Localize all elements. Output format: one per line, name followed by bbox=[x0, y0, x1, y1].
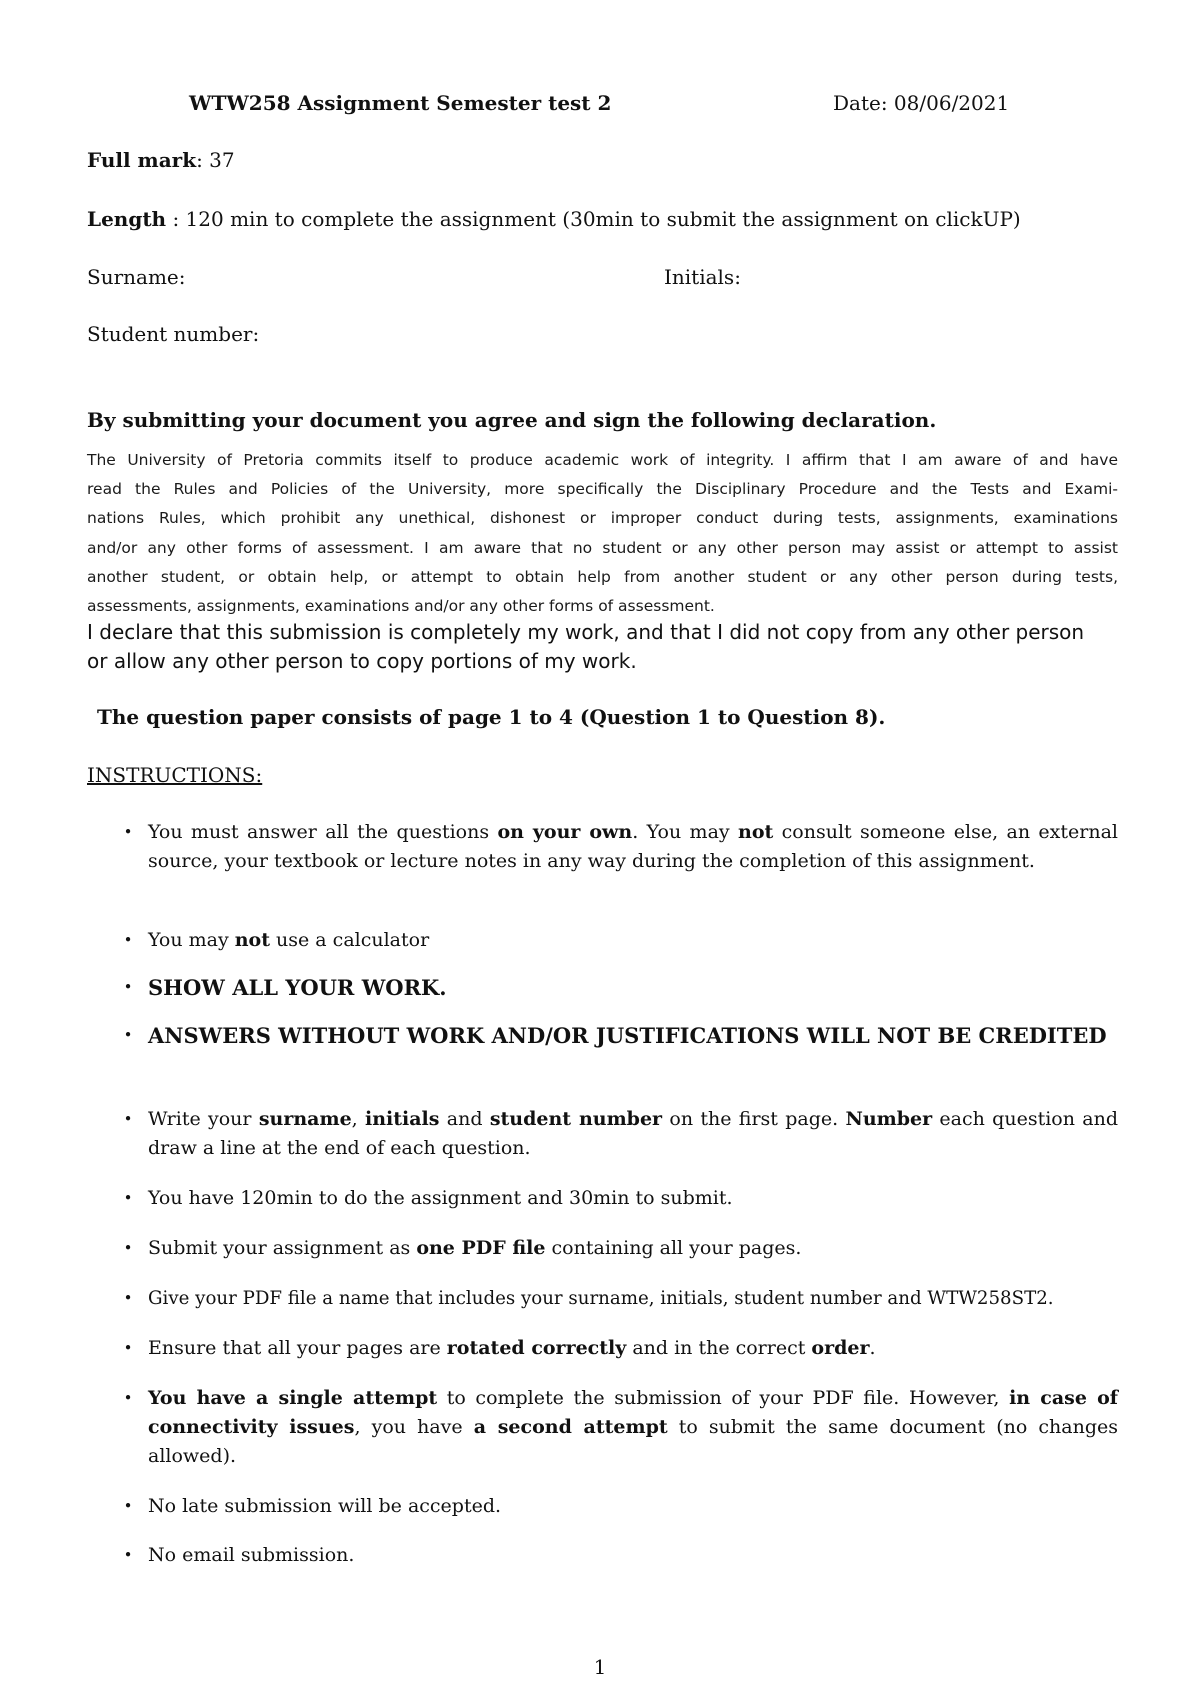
instruction-text: Give your PDF file a name that includes your surname, initials, student number and WTW258ST2. bbox=[148, 1288, 1054, 1309]
surname-label: Surname: bbox=[87, 265, 186, 289]
declaration-statement-line: or allow any other person to copy portions of my work. bbox=[87, 649, 637, 673]
length-value: : 120 min to complete the assignment (30min to submit the assignment on clickUP) bbox=[166, 207, 1021, 231]
declaration-line: nations Rules, which prohibit any unethical, dishonest or improper conduct during tests, assignments, examinations bbox=[87, 509, 1118, 528]
declaration-line: assessments, assignments, examinations and/or any other forms of assessment. bbox=[87, 597, 715, 616]
instruction-text: No late submission will be accepted. bbox=[148, 1495, 502, 1517]
instruction-text: SHOW ALL YOUR WORK. bbox=[148, 975, 447, 1000]
instruction-text: Write your surname, initials and student number on the first page. Number each question and draw a line at the end of each question. bbox=[148, 1108, 1118, 1159]
declaration-line: The University of Pretoria commits itself to produce academic work of integrity. I affirm that I am aware of and have bbox=[87, 451, 1118, 469]
list-item bbox=[120, 1234, 1118, 1263]
declaration-statement-line: I declare that this submission is completely my work, and that I did not copy from any other person bbox=[87, 620, 1085, 644]
bullet-icon: • bbox=[123, 1339, 133, 1357]
declaration-statement bbox=[87, 618, 1118, 676]
length bbox=[87, 205, 1021, 233]
instruction-text: Ensure that all your pages are rotated correctly and in the correct order. bbox=[148, 1337, 876, 1359]
bullet-icon: • bbox=[123, 1546, 133, 1564]
declaration-line: and/or any other forms of assessment. I am aware that no student or any other person may assist or attempt to assist bbox=[87, 538, 1118, 557]
declaration-line: read the Rules and Policies of the University, more specifically the Disciplinary Procedure and the Tests and Exami- bbox=[87, 480, 1118, 499]
instruction-text: You may not use a calculator bbox=[148, 929, 430, 951]
instruction-text: Submit your assignment as one PDF file containing all your pages. bbox=[148, 1237, 802, 1259]
instruction-text: You have 120min to do the assignment and 30min to submit. bbox=[148, 1187, 733, 1209]
bullet-icon: • bbox=[123, 1289, 133, 1307]
bullet-icon: • bbox=[123, 978, 133, 996]
list-item bbox=[120, 1492, 1118, 1521]
list-item bbox=[120, 1021, 1118, 1050]
list-item bbox=[120, 1541, 1118, 1570]
bullet-icon: • bbox=[123, 1110, 133, 1128]
bullet-icon: • bbox=[123, 1239, 133, 1257]
instruction-text: No email submission. bbox=[148, 1544, 355, 1566]
list-item bbox=[120, 1384, 1118, 1471]
page-number: 1 bbox=[593, 1655, 607, 1679]
full-mark-label: Full mark bbox=[87, 148, 197, 172]
bullet-icon: • bbox=[123, 1497, 133, 1515]
assignment-title: WTW258 Assignment Semester test 2 bbox=[189, 91, 612, 115]
bullet-icon: • bbox=[123, 1189, 133, 1207]
bullet-icon: • bbox=[123, 823, 133, 841]
declaration-heading: By submitting your document you agree and sign the following declaration. bbox=[87, 408, 937, 432]
student-number-label: Student number: bbox=[87, 322, 260, 346]
length-label: Length bbox=[87, 207, 167, 231]
list-item bbox=[120, 973, 1118, 1002]
list-item bbox=[120, 1334, 1118, 1363]
list-item bbox=[120, 1105, 1118, 1163]
declaration-text bbox=[87, 446, 1118, 621]
list-item bbox=[120, 818, 1118, 876]
instruction-text: You have a single attempt to complete the submission of your PDF file. However, in case of connectivity issues, you have a second attempt to submit the same document (no changes allowed). bbox=[148, 1387, 1118, 1467]
full-mark bbox=[87, 146, 235, 174]
initials-label: Initials: bbox=[664, 265, 741, 289]
list-item bbox=[120, 926, 1118, 955]
bullet-icon: • bbox=[123, 1026, 133, 1044]
full-mark-value: : 37 bbox=[196, 148, 235, 172]
declaration-line: another student, or obtain help, or attempt to obtain help from another student or any other person during tests, bbox=[87, 567, 1118, 586]
bullet-icon: • bbox=[123, 1389, 133, 1407]
assignment-date: Date: 08/06/2021 bbox=[833, 91, 1010, 115]
instructions-heading: INSTRUCTIONS: bbox=[87, 763, 263, 787]
instruction-text: You must answer all the questions on your own. You may not consult someone else, an external source, your textbook or lecture notes in any way during the completion of this assignment. bbox=[148, 821, 1118, 872]
bullet-icon: • bbox=[123, 931, 133, 949]
instruction-text: ANSWERS WITHOUT WORK AND/OR JUSTIFICATIONS WILL NOT BE CREDITED bbox=[148, 1023, 1107, 1048]
question-paper-note: The question paper consists of page 1 to 4 (Question 1 to Question 8). bbox=[97, 705, 886, 729]
list-item bbox=[120, 1284, 1118, 1313]
list-item bbox=[120, 1184, 1118, 1213]
